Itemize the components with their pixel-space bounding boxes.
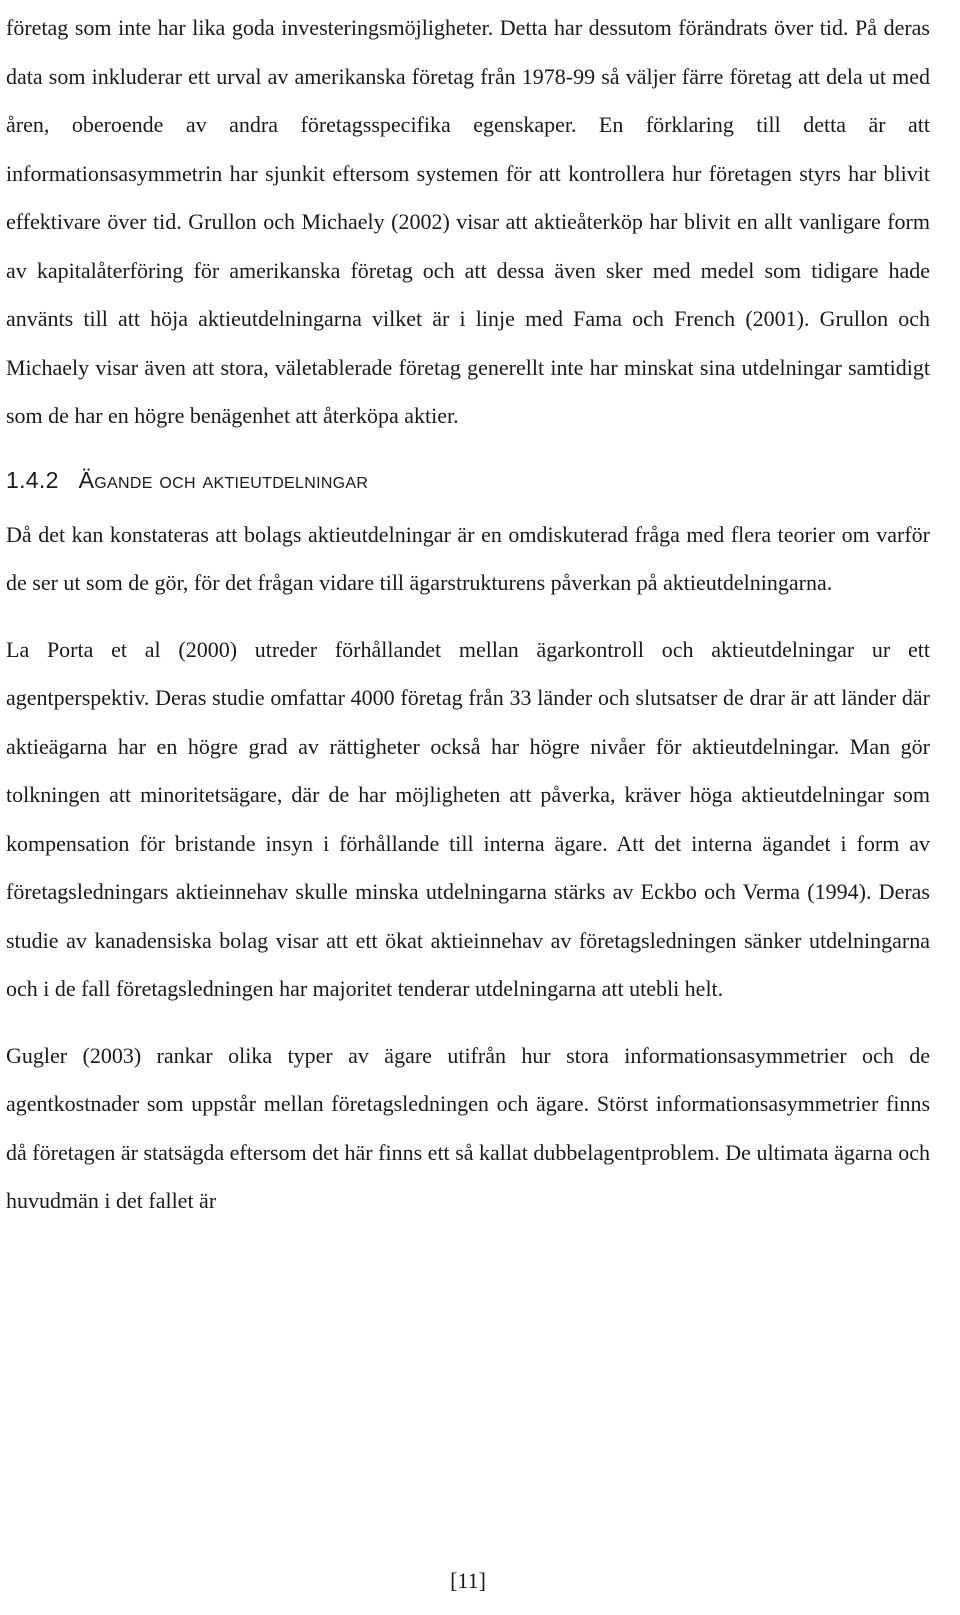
section-title: Ägande och aktieutdelningar: [78, 466, 369, 493]
body-paragraph-intro: företag som inte har lika goda investeringsmöjligheter. Detta har dessutom förändrats över tid. På deras data som inkluderar ett urval av amerikanska företag från 1978-99 så väljer färre företag att dela ut med åren, oberoende av andra företagsspecifika egenskaper. En förklaring till detta är att informationsasymmetrin har sjunkit eftersom systemen för att kontrollera hur företagen styrs har blivit effektivare över tid. Grullon och Michaely (2002) visar att aktieåterköp har blivit en allt vanligare form av kapitalåterföring för amerikanska företag och att dessa även sker med medel som tidigare hade använts till att höja aktieutdelningarna vilket är i linje med Fama och French (2001). Grullon och Michaely visar även att stora, väletablerade företag generellt inte har minskat sina utdelningar samtidigt som de har en högre benägenhet att återköpa aktier.: [6, 15, 930, 428]
body-paragraph-3: Gugler (2003) rankar olika typer av ägare utifrån hur stora informationsasymmetrier och de agentkostnader som uppstår mellan företagsledningen och ägare. Störst informationsasymmetrier finns då företagen är statsägda eftersom det här finns ett så kallat dubbelagentproblem. De ultimata ägarna och huvudmän i det fallet är: [6, 1042, 930, 1213]
body-paragraph-1: Då det kan konstateras att bolags aktieutdelningar är en omdiskuterad fråga med flera teorier om varför de ser ut som de gör, för det frågan vidare till ägarstrukturens påverkan på aktieutdelningarna.: [6, 521, 930, 595]
document-page: [6, 0, 930, 1226]
section-heading: [6, 463, 930, 497]
body-paragraph-2: La Porta et al (2000) utreder förhållandet mellan ägarkontroll och aktieutdelningar ur ett agentperspektiv. Deras studie omfattar 4000 företag från 33 länder och slutsatser de drar är att länder där aktieägarna har en högre grad av rättigheter också har högre nivåer för aktieutdelningar. Man gör tolkningen att minoritetsägare, där de har möjligheten att påverka, kräver höga aktieutdelningar som kompensation för bristande insyn i förhållande till interna ägare. Att det interna ägandet i form av företagsledningars aktieinnehav skulle minska utdelningarna stärks av Eckbo och Verma (1994). Deras studie av kanadensiska bolag visar att ett ökat aktieinnehav av företagsledningen sänker utdelningarna och i de fall företagsledningen har majoritet tenderar utdelningarna att utebli helt.: [6, 636, 930, 1001]
paragraph-gap: [6, 608, 930, 626]
page-number: [11]: [450, 1568, 486, 1593]
paragraph-gap: [6, 1014, 930, 1032]
section-number: 1.4.2: [6, 466, 59, 493]
